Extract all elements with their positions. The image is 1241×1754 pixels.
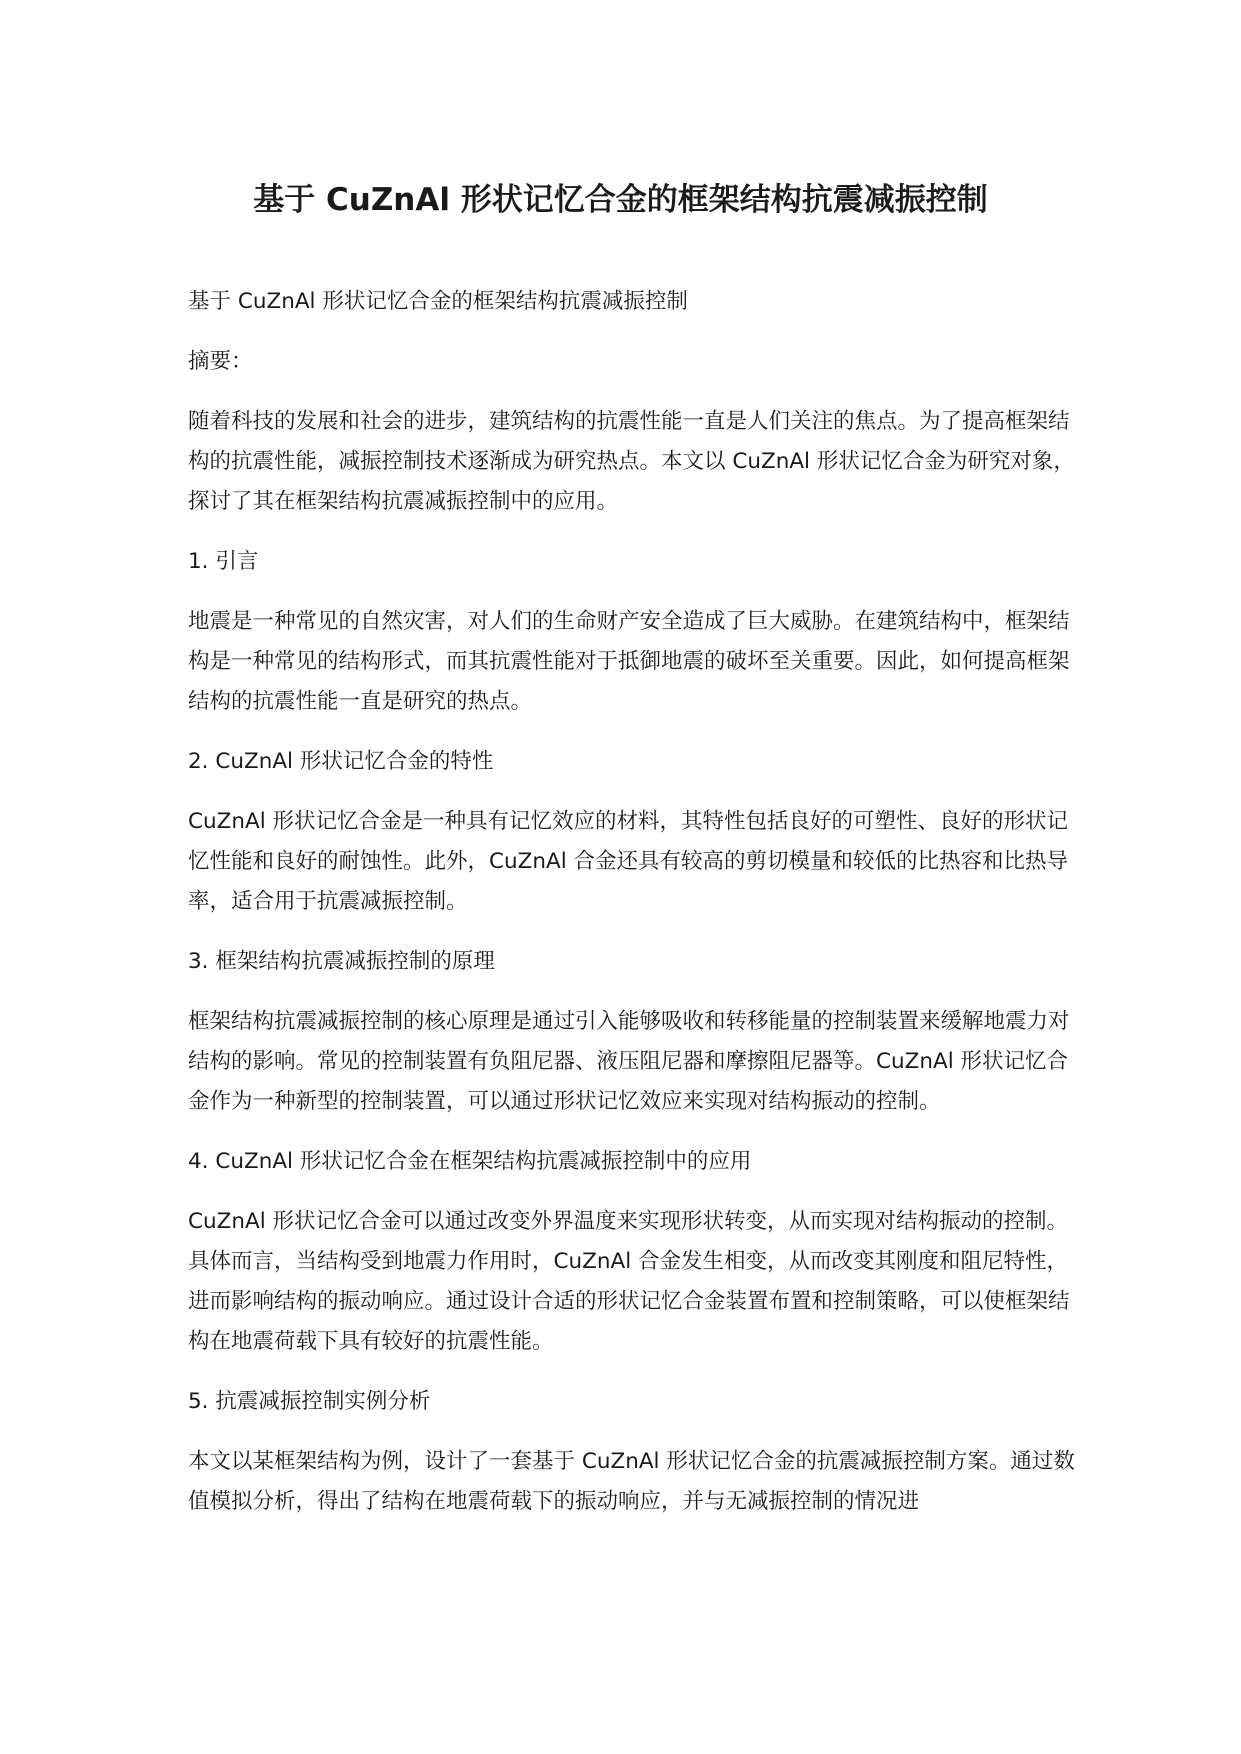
abstract-label: 摘要： — [188, 349, 253, 374]
abstract-text: 随着科技的发展和社会的进步，建筑结构的抗震性能一直是人们关注的焦点。为了提高框架结构的抗震性能，减振控制技术逐渐成为研究热点。本文以 CuZnAl 形状记忆合金为研究对象，探讨了其在框架结构抗震减振控制中的应用。 — [188, 409, 1075, 514]
section-heading-introduction: 1. 引言 — [188, 549, 259, 574]
section-heading-control-principle: 3. 框架结构抗震减振控制的原理 — [188, 949, 495, 974]
section-heading-alloy-properties: 2. CuZnAl 形状记忆合金的特性 — [188, 749, 494, 774]
section-body-control-principle: 框架结构抗震减振控制的核心原理是通过引入能够吸收和转移能量的控制装置来缓解地震力对结构的影响。常见的控制装置有负阻尼器、液压阻尼器和摩擦阻尼器等。CuZnAl 形状记忆合金作为一种新型的控制装置，可以通过形状记忆效应来实现对结构振动的控制。 — [188, 1009, 1070, 1114]
document-title: 基于 CuZnAl 形状记忆合金的框架结构抗震减振控制 — [253, 182, 988, 218]
document-body — [188, 282, 1080, 1542]
document-subtitle: 基于 CuZnAl 形状记忆合金的框架结构抗震减振控制 — [188, 289, 688, 314]
section-body-introduction: 地震是一种常见的自然灾害，对人们的生命财产安全造成了巨大威胁。在建筑结构中，框架结构是一种常见的结构形式，而其抗震性能对于抵御地震的破坏至关重要。因此，如何提高框架结构的抗震性能一直是研究的热点。 — [188, 609, 1070, 714]
section-body-case-study: 本文以某框架结构为例，设计了一套基于 CuZnAl 形状记忆合金的抗震减振控制方案。通过数值模拟分析，得出了结构在地震荷载下的振动响应，并与无减振控制的情况进 — [188, 1449, 1075, 1514]
section-body-alloy-properties: CuZnAl 形状记忆合金是一种具有记忆效应的材料，其特性包括良好的可塑性、良好的形状记忆性能和良好的耐蚀性。此外，CuZnAl 合金还具有较高的剪切模量和较低的比热容和比热导率，适合用于抗震减振控制。 — [188, 809, 1069, 914]
section-body-application: CuZnAl 形状记忆合金可以通过改变外界温度来实现形状转变，从而实现对结构振动的控制。具体而言，当结构受到地震力作用时，CuZnAl 合金发生相变，从而改变其刚度和阻尼特性，进而影响结构的振动响应。通过设计合适的形状记忆合金装置布置和控制策略，可以使框架结构在地震荷载下具有较好的抗震性能。 — [188, 1209, 1070, 1354]
section-heading-application: 4. CuZnAl 形状记忆合金在框架结构抗震减振控制中的应用 — [188, 1149, 752, 1174]
section-heading-case-study: 5. 抗震减振控制实例分析 — [188, 1389, 431, 1414]
